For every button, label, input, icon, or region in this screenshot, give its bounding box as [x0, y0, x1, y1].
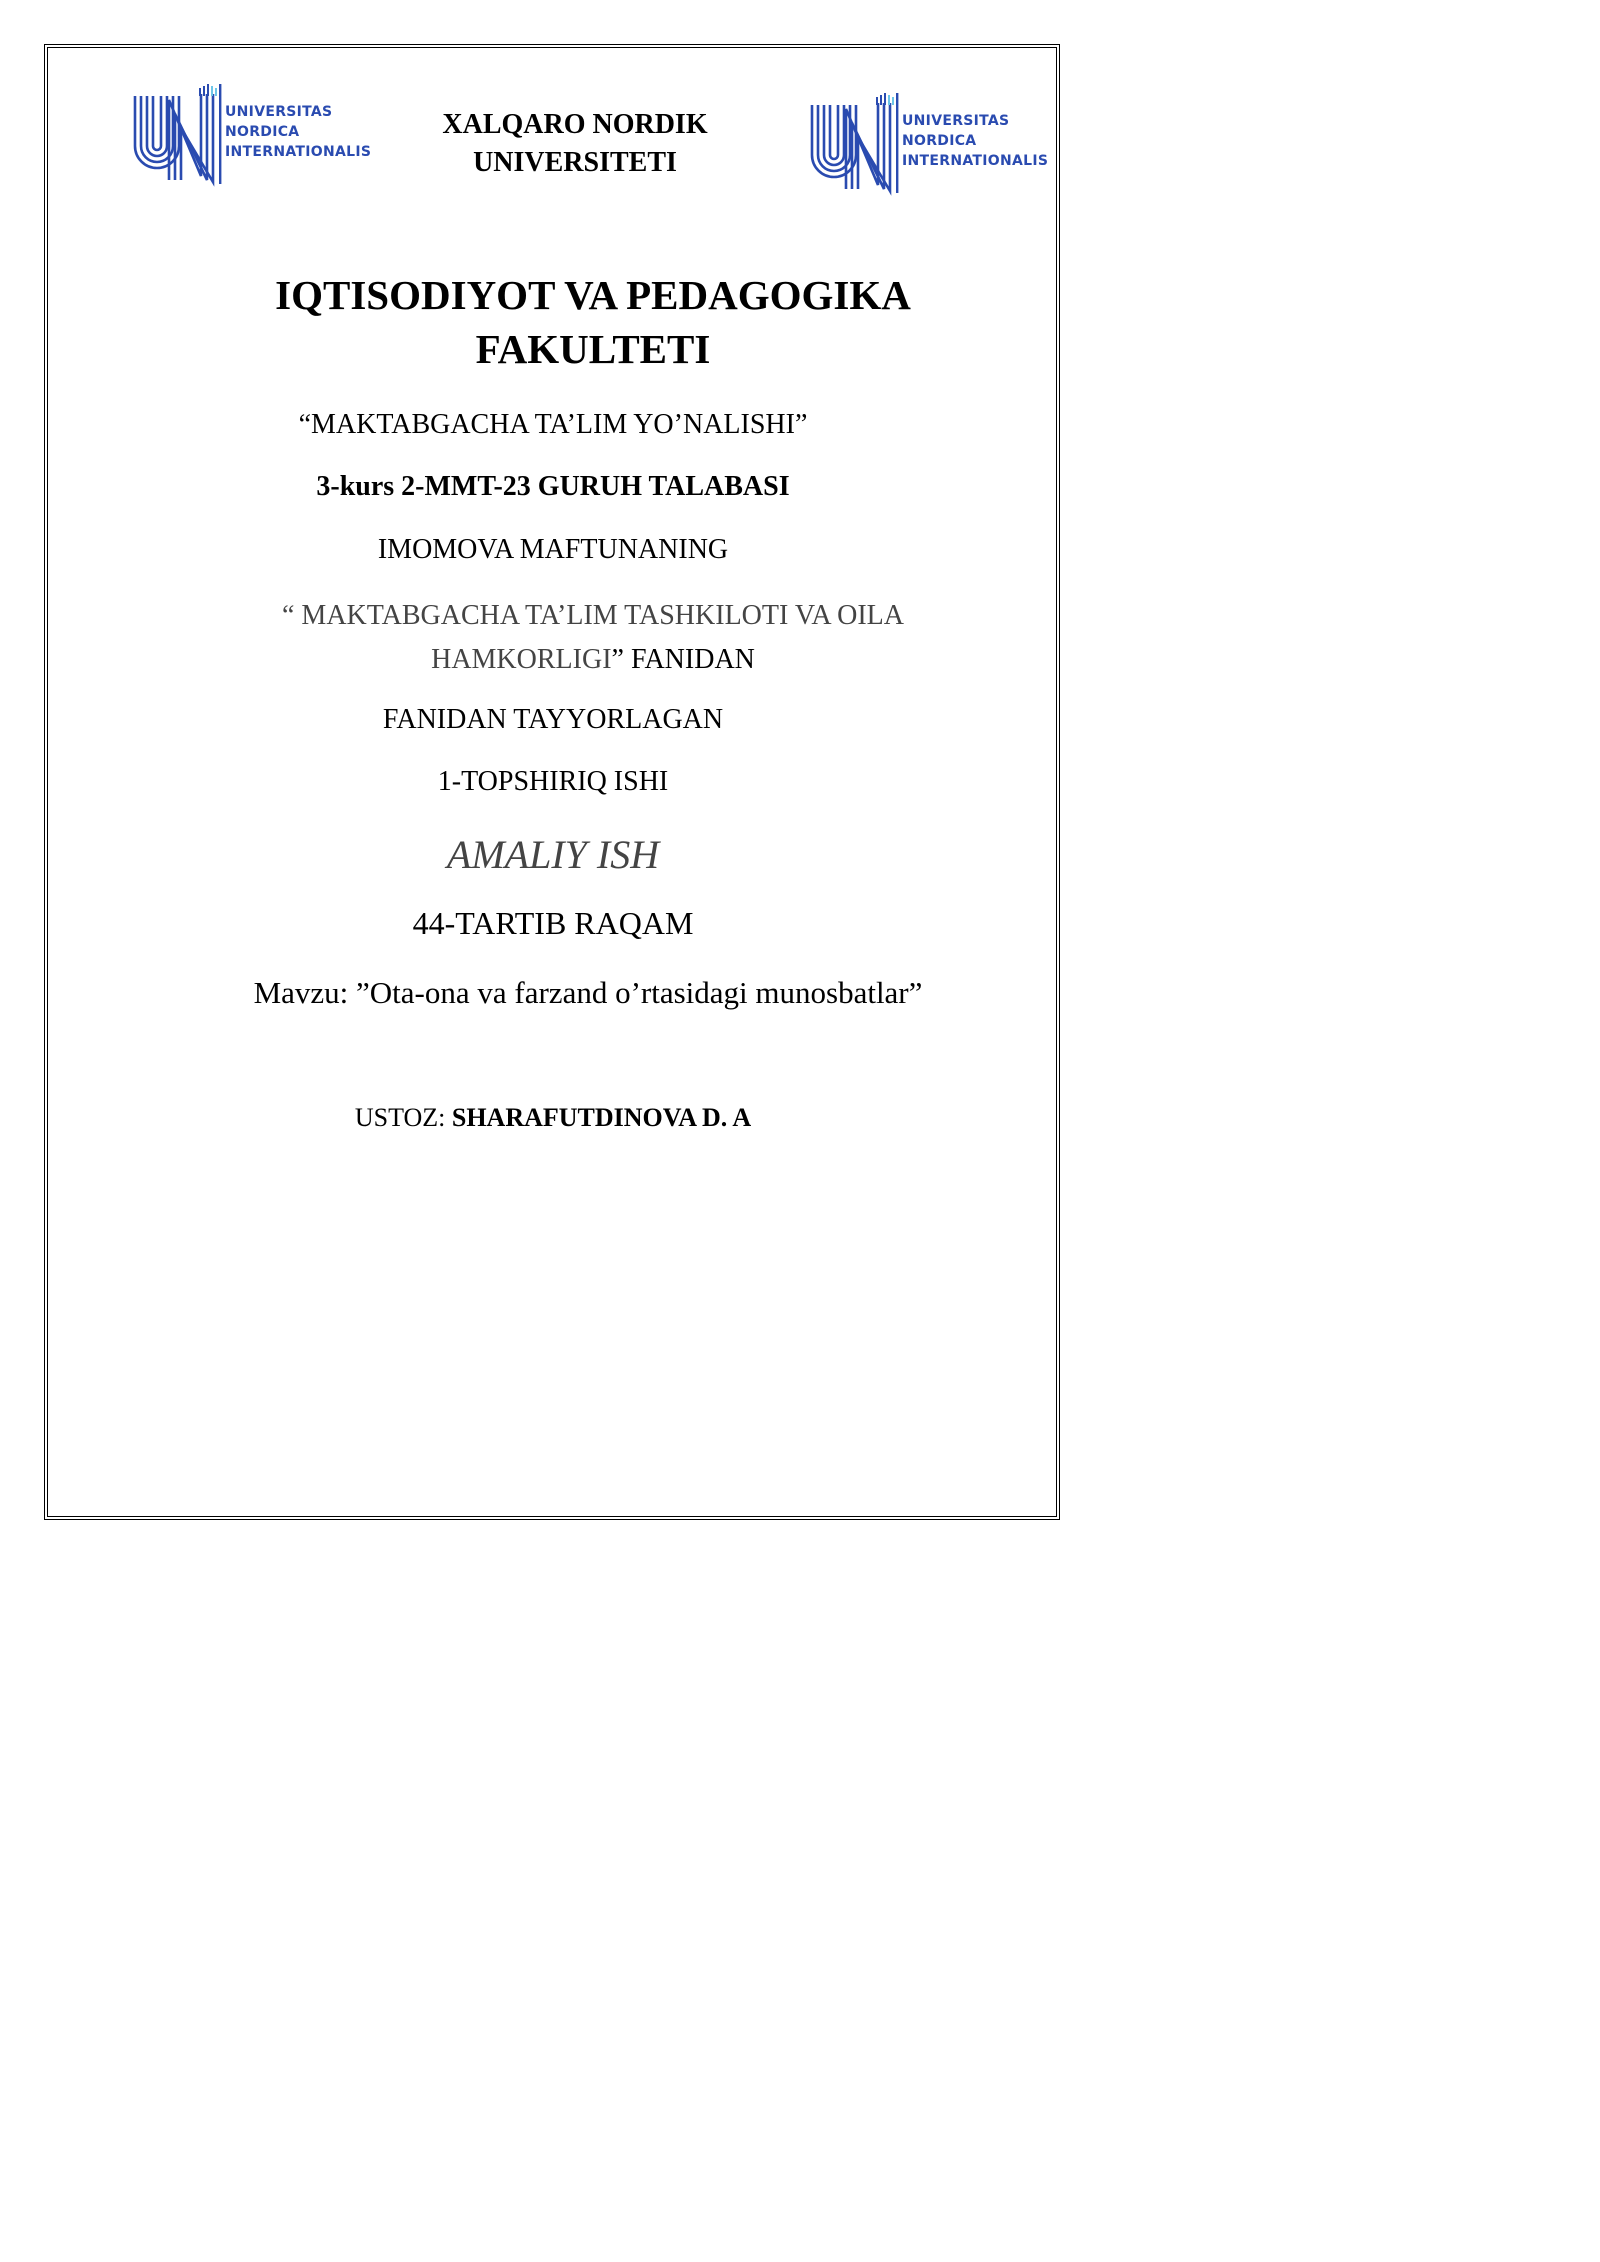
logo-line-1: UNIVERSITAS	[225, 104, 333, 120]
teacher	[0, 1103, 1106, 1133]
faculty-title-line-2: FAKULTETI	[475, 326, 711, 372]
university-name-line-1: XALQARO NORDIK	[442, 109, 708, 140]
prepared-label: FANIDAN TAYYORLAGAN	[382, 704, 724, 735]
subject-title-line-2	[80, 638, 1106, 682]
topic: Mavzu: ”Ota-ona va farzand o’rtasidagi munosbatlar”	[253, 975, 923, 1010]
subject-title-line-2-part-2: ” FANIDAN	[611, 644, 755, 675]
logo-line-2: NORDICA	[902, 133, 977, 149]
logo-line-3: INTERNATIONALIS	[225, 144, 372, 160]
faculty-title	[80, 268, 1106, 376]
university-name-line-2: UNIVERSITETI	[473, 147, 677, 178]
subject-title-line-1: “ MAKTABGACHA TA’LIM TASHKILOTI VA OILA	[282, 600, 904, 631]
teacher-label: USTOZ:	[354, 1103, 452, 1132]
logo-line-1: UNIVERSITAS	[902, 113, 1010, 129]
subject-title-line-2-part-1: HAMKORLIGI	[431, 644, 612, 675]
order-number: 44-TARTIB RAQAM	[412, 905, 694, 941]
subject-title	[80, 594, 1106, 682]
logo-line-2: NORDICA	[225, 124, 300, 140]
student-name: IMOMOVA MAFTUNANING	[377, 534, 729, 565]
student-group: 3-kurs 2-MMT-23 GURUH TALABASI	[316, 471, 790, 502]
un-emblem-icon	[131, 84, 223, 189]
task-number: 1-TOPSHIRIQ ISHI	[437, 766, 669, 797]
teacher-name: SHARAFUTDINOVA D. A	[451, 1103, 752, 1132]
university-name	[300, 106, 850, 182]
logo-text	[902, 111, 1048, 171]
logo-line-3: INTERNATIONALIS	[902, 153, 1049, 169]
work-type: AMALIY ISH	[446, 832, 660, 877]
faculty-title-line-1: IQTISODIYOT VA PEDAGOGIKA	[275, 272, 911, 318]
study-direction: “MAKTABGACHA TA’LIM YO’NALISHI”	[298, 409, 808, 440]
